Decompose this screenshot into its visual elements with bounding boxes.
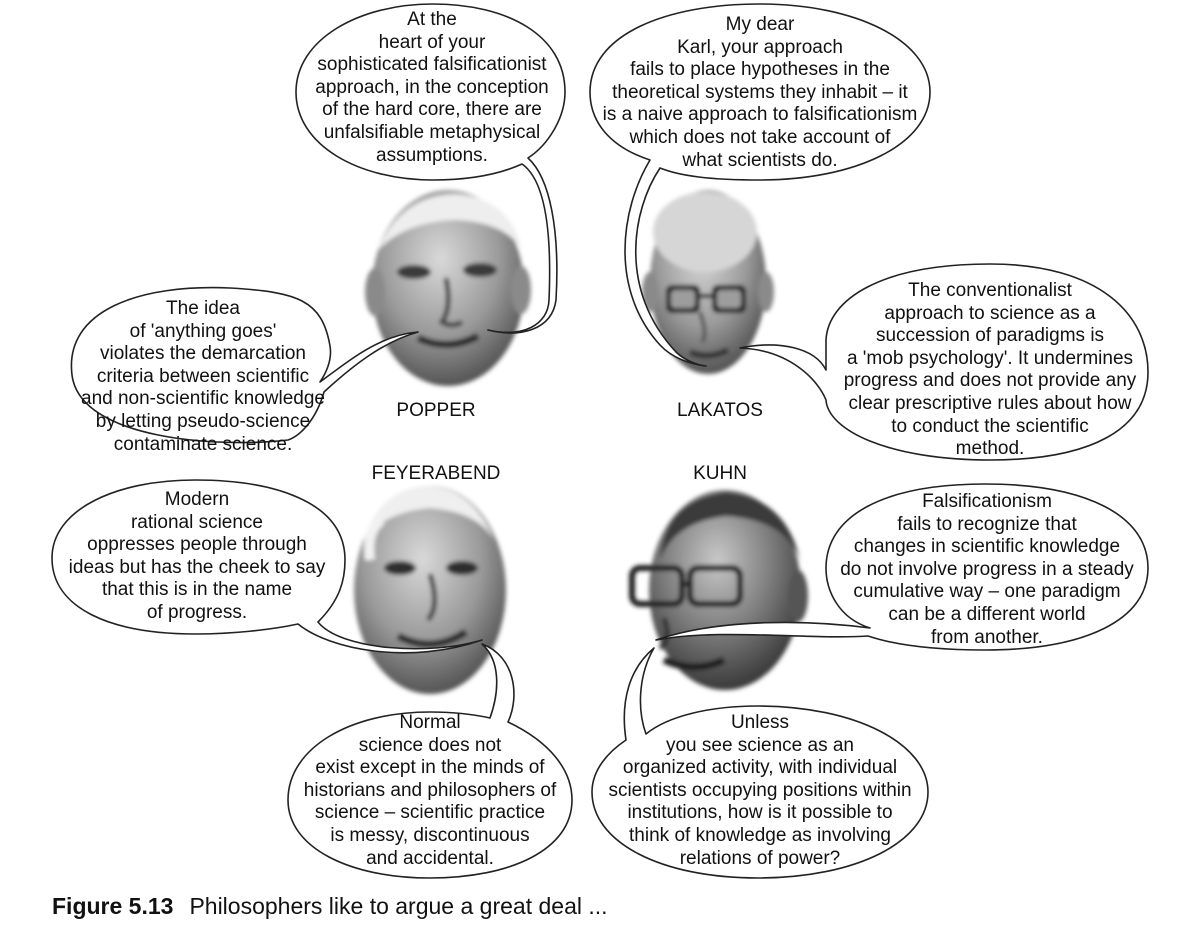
- bubble-text-feyerabend-modern: [52, 489, 342, 625]
- bubble-text-kuhn-unless: [592, 712, 928, 870]
- text-line: Normal: [399, 712, 461, 733]
- text-line: science – scientific practice: [314, 802, 546, 824]
- text-line: progress and does not provide any: [843, 370, 1137, 392]
- text-line: relations of power?: [679, 847, 841, 869]
- text-line: approach, in the conception: [315, 76, 549, 98]
- text-line: of the hard core, there are: [322, 99, 542, 121]
- text-line: scientists occupying positions within: [608, 779, 912, 801]
- label-feyerabend: FEYERABEND: [371, 463, 501, 484]
- text-line: is messy, discontinuous: [330, 824, 530, 846]
- text-line: ideas but has the cheek to say: [68, 556, 326, 578]
- text-line: by letting pseudo-science: [95, 410, 311, 432]
- text-line: of progress.: [146, 601, 248, 623]
- text-line: succession of paradigms is: [875, 325, 1105, 347]
- text-line: and non-scientific knowledge: [81, 388, 325, 410]
- text-line: to conduct the scientific: [891, 415, 1089, 437]
- text-line: from another.: [931, 626, 1043, 648]
- bubble-text-lakatos-to-popper: [296, 9, 568, 167]
- text-line: cumulative way – one paradigm: [853, 581, 1121, 603]
- text-line: Unless: [730, 712, 790, 733]
- text-line: oppresses people through: [87, 534, 307, 556]
- text-line: clear prescriptive rules about how: [848, 392, 1132, 414]
- text-line: historians and philosophers of: [303, 779, 557, 801]
- bubble-text-popper-to-feyerabend: [72, 298, 334, 456]
- text-line: exist except in the minds of: [315, 757, 545, 779]
- kuhn-portrait: [632, 490, 808, 690]
- text-line: changes in scientific knowledge: [853, 536, 1121, 558]
- text-line: approach to science as a: [884, 302, 1096, 324]
- text-line: fails to recognize that: [897, 513, 1077, 535]
- text-line: At the: [407, 9, 457, 30]
- bubble-text-feyerabend-normal: [288, 712, 572, 870]
- figure-caption-text: Philosophers like to argue a great deal ...: [189, 893, 608, 919]
- text-line: contaminate science.: [113, 433, 293, 455]
- text-line: organized activity, with individual: [622, 757, 898, 779]
- text-line: that this is in the name: [101, 579, 293, 601]
- figure-caption: [52, 893, 608, 920]
- figure-number: Figure 5.13: [52, 893, 174, 919]
- text-line: Falsificationism: [922, 491, 1052, 512]
- text-line: violates the demarcation: [100, 343, 306, 365]
- label-lakatos: LAKATOS: [677, 400, 763, 421]
- text-line: do not involve progress in a steady: [840, 558, 1134, 580]
- text-line: The conventionalist: [908, 280, 1072, 301]
- text-line: Modern: [164, 489, 230, 510]
- popper-portrait: [365, 190, 531, 386]
- label-popper: POPPER: [396, 400, 476, 421]
- text-line: what scientists do.: [682, 149, 838, 171]
- text-line: sophisticated falsificationist: [317, 54, 547, 76]
- text-line: unfalsifiable metaphysical: [323, 121, 541, 143]
- bubble-text-popper-to-lakatos: [590, 14, 930, 172]
- text-line: can be a different world: [888, 603, 1086, 625]
- text-line: you see science as an: [665, 734, 854, 756]
- bubble-text-lakatos-to-kuhn: [830, 280, 1150, 461]
- text-line: Karl, your approach: [677, 36, 843, 58]
- text-line: think of knowledge as involving: [629, 824, 891, 846]
- text-line: method.: [955, 438, 1025, 460]
- text-line: The idea: [166, 298, 240, 319]
- text-line: science does not: [358, 734, 502, 756]
- text-line: rational science: [130, 511, 264, 533]
- text-line: My dear: [725, 14, 795, 35]
- text-line: institutions, how is it possible to: [627, 802, 893, 824]
- text-line: of 'anything goes': [129, 320, 277, 342]
- text-line: assumptions.: [376, 144, 488, 166]
- text-line: is a naive approach to falsificationism: [602, 104, 918, 126]
- text-line: theoretical systems they inhabit – it: [612, 81, 908, 103]
- text-line: fails to place hypotheses in the: [630, 59, 890, 81]
- text-line: criteria between scientific: [96, 365, 310, 387]
- bubble-text-kuhn-falsificationism: [826, 491, 1148, 649]
- text-line: a 'mob psychology'. It undermines: [846, 347, 1134, 369]
- text-line: heart of your: [378, 31, 486, 53]
- feyerabend-portrait: [354, 486, 506, 694]
- text-line: and accidental.: [366, 847, 494, 869]
- label-kuhn: KUHN: [693, 463, 747, 484]
- text-line: which does not take account of: [629, 126, 891, 148]
